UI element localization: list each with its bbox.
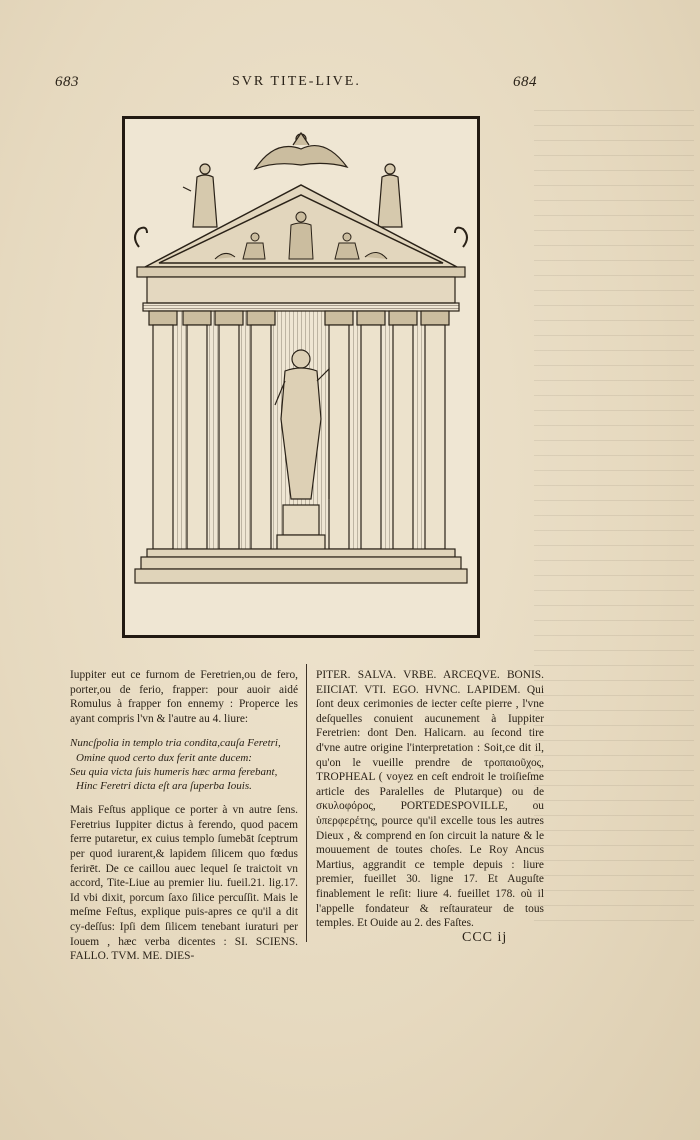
temple-engraving-svg — [125, 119, 477, 635]
right-statue — [378, 164, 402, 227]
verse-line: Nuncſpolia in templo tria condita,cauſa Feretri, — [70, 737, 281, 750]
quadriga-statue — [255, 133, 347, 169]
left-text-column — [70, 668, 298, 964]
paragraph-festus: Mais Feſtus applique ce porter à vn autre ſens. Feretrius Iuppiter dictus à ferendo, quod pacem ferre putaretur, ex cuius templo ſumebāt ſceptrum per quod iurarent,& lapidem ſilicem quo fœdus ferirēt. De ce caillou auec lequel ſe traictoit vn accord, Tite-Liue au premier liu. fueil.21. lig.17. Id vbi dixit, porcum ſaxo ſilice percuſſit. Mais le meſme Feſtus, explique puis-apres ce qu'il a dit cy-deſſus: Ipſi dem ſilicem tenebant iuraturi per Iouem , hæc verba dicentes : SI. SCIENS. FALLO. TVM. ME. DIES- — [70, 804, 298, 963]
paragraph-feretrien: Iuppiter eut ce furnom de Feretrien,ou de fero, porter,ou de ferio, frapper: pour auoir aidé Romulus à frapper fon ennemy : Properce les ayant compris l'vn & l'autre au 4. liure: — [70, 669, 298, 725]
verse-line: Hinc Feretri dicta eſt ara ſuperba Iouis. — [76, 779, 252, 792]
signature-mark: CCC ij — [462, 930, 508, 945]
verse-line: Omine quod certo dux ferit ante ducem: — [76, 751, 252, 764]
show-through-texture — [534, 110, 694, 930]
page-number-left: 683 — [55, 74, 79, 90]
properce-verse — [70, 736, 298, 793]
entablature — [137, 267, 465, 311]
running-title: SVR TITE-LIVE. — [232, 74, 361, 89]
temple-engraving — [122, 116, 480, 638]
paragraph-continuation: PITER. SALVA. VRBE. ARCEQVE. BONIS. EIICIAT. VTI. EGO. HVNC. LAPIDEM. Qui ſont deux cerimonies de iecter ceſte pierre , l'vne deſquelles conuient aucunement à Iuppiter Feretrien: dont Den. Halicarn. au ſecond tire d'vne autre origine l'interpretation : Soit,ce dit il, qu'on le vueille prendre de τροπαιοῦχος, TROPHEAL ( voyez en ceſt endroit le troiſieſme article des Paralelles de Plutarque) ou de σκυλοφόρος, PORTEDESPOVILLE, ou ὑπερφερέτης, pource qu'il excelle tous les autres Dieux , & comprend en ſon circuit la nature & le mouuement de toutes choſes. Le Roy Ancus Martius, aggrandit ce temple depuis : liure premier, fueillet 30. ligne 17. Et Auguſte finablement le reſit: liure 4. fueillet 178. où il l'appelle fondateur & reſtaurateur de tous temples. Et Ouide au 2. des Faſtes. — [316, 669, 544, 930]
verse-line: Seu quia victa ſuis humeris hæc arma ferebant, — [70, 765, 278, 778]
page-number-right: 684 — [513, 74, 537, 90]
right-text-column — [316, 668, 544, 931]
temple-base — [135, 549, 467, 583]
column-divider — [306, 664, 307, 942]
left-statue — [183, 164, 217, 227]
